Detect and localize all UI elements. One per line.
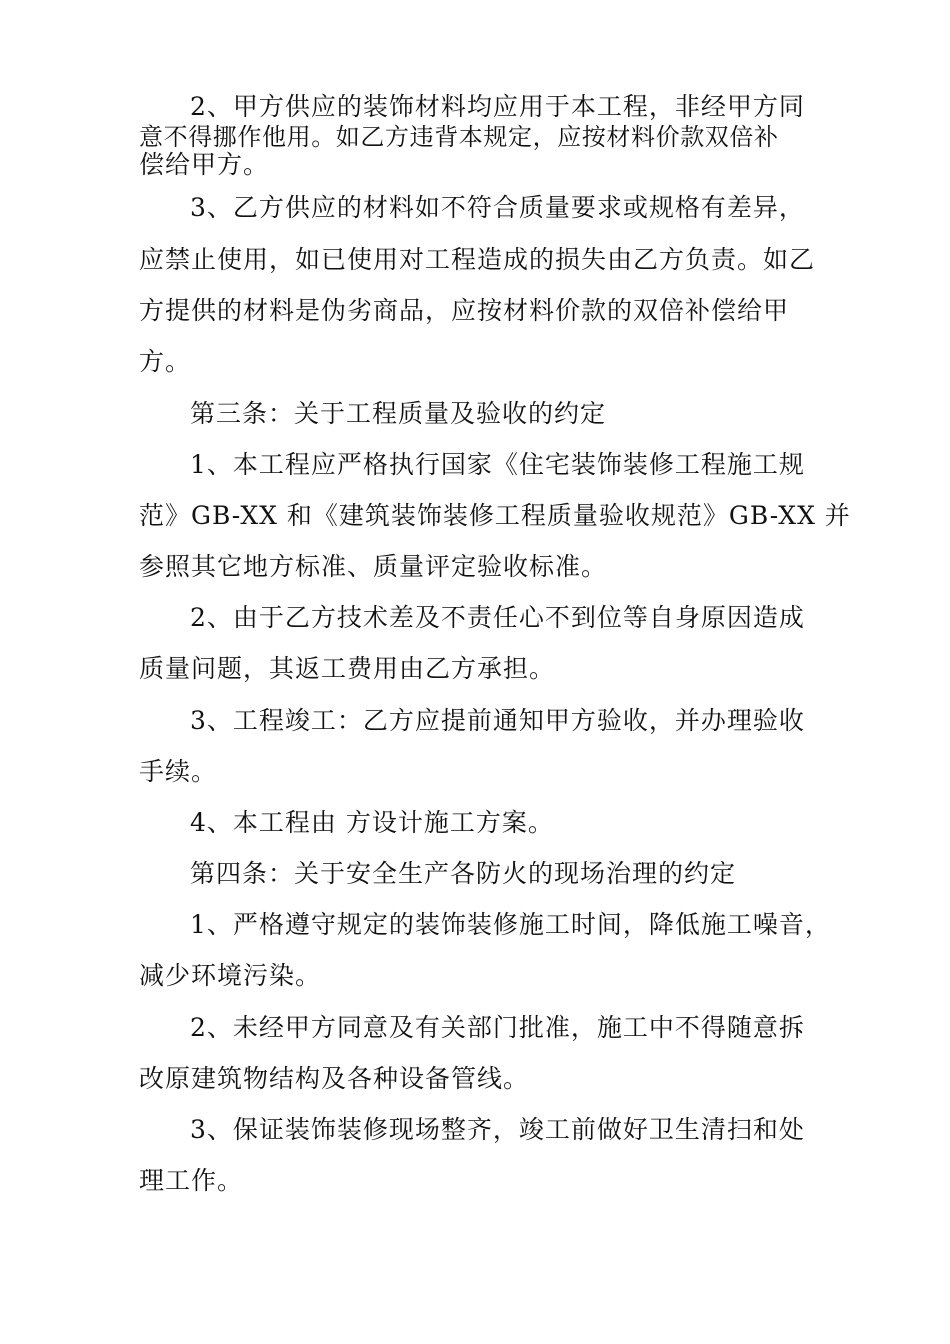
text-line-22: 3、保证装饰装修现场整齐，竣工前做好卫生清扫和处 (190, 1115, 805, 1144)
text-line-20: 2、未经甲方同意及有关部门批准，施工中不得随意拆 (190, 1013, 805, 1042)
text-line-15: 手续。 (139, 757, 218, 786)
text-line-12: 2、由于乙方技术差及不责任心不到位等自身原因造成 (190, 603, 805, 632)
text-line-6: 方提供的材料是伪劣商品，应按材料价款的双倍补偿给甲 (139, 296, 790, 325)
text-line-23: 理工作。 (139, 1166, 244, 1195)
text-line-4: 3、乙方供应的材料如不符合质量要求或规格有差异， (190, 193, 805, 222)
text-line-7: 方。 (139, 347, 192, 376)
text-line-2: 意不得挪作他用。如乙方违背本规定，应按材料价款双倍补 (139, 123, 779, 151)
text-line-1: 2、甲方供应的装饰材料均应用于本工程，非经甲方同 (190, 92, 805, 121)
text-line-10: 范》GB-XX 和《建筑装饰装修工程质量验收规范》GB-XX 并 (139, 501, 851, 530)
text-line-16: 4、本工程由 方设计施工方案。 (190, 808, 554, 837)
text-line-5: 应禁止使用，如已使用对工程造成的损失由乙方负责。如乙 (139, 245, 816, 274)
text-line-18: 1、严格遵守规定的装饰装修施工时间，降低施工噪音， (190, 910, 831, 939)
section-heading-3: 第三条：关于工程质量及验收的约定 (190, 399, 607, 428)
section-heading-4: 第四条：关于安全生产各防火的现场治理的约定 (190, 859, 737, 888)
text-line-21: 改原建筑物结构及各种设备管线。 (139, 1064, 530, 1093)
text-line-3: 偿给甲方。 (139, 150, 270, 179)
text-line-14: 3、工程竣工：乙方应提前通知甲方验收，并办理验收 (190, 706, 805, 735)
text-line-13: 质量问题，其返工费用由乙方承担。 (139, 654, 556, 683)
text-line-11: 参照其它地方标准、质量评定验收标准。 (139, 552, 608, 581)
text-line-19: 减少环境污染。 (139, 961, 322, 990)
text-line-9: 1、本工程应严格执行国家《住宅装饰装修工程施工规 (190, 450, 805, 479)
